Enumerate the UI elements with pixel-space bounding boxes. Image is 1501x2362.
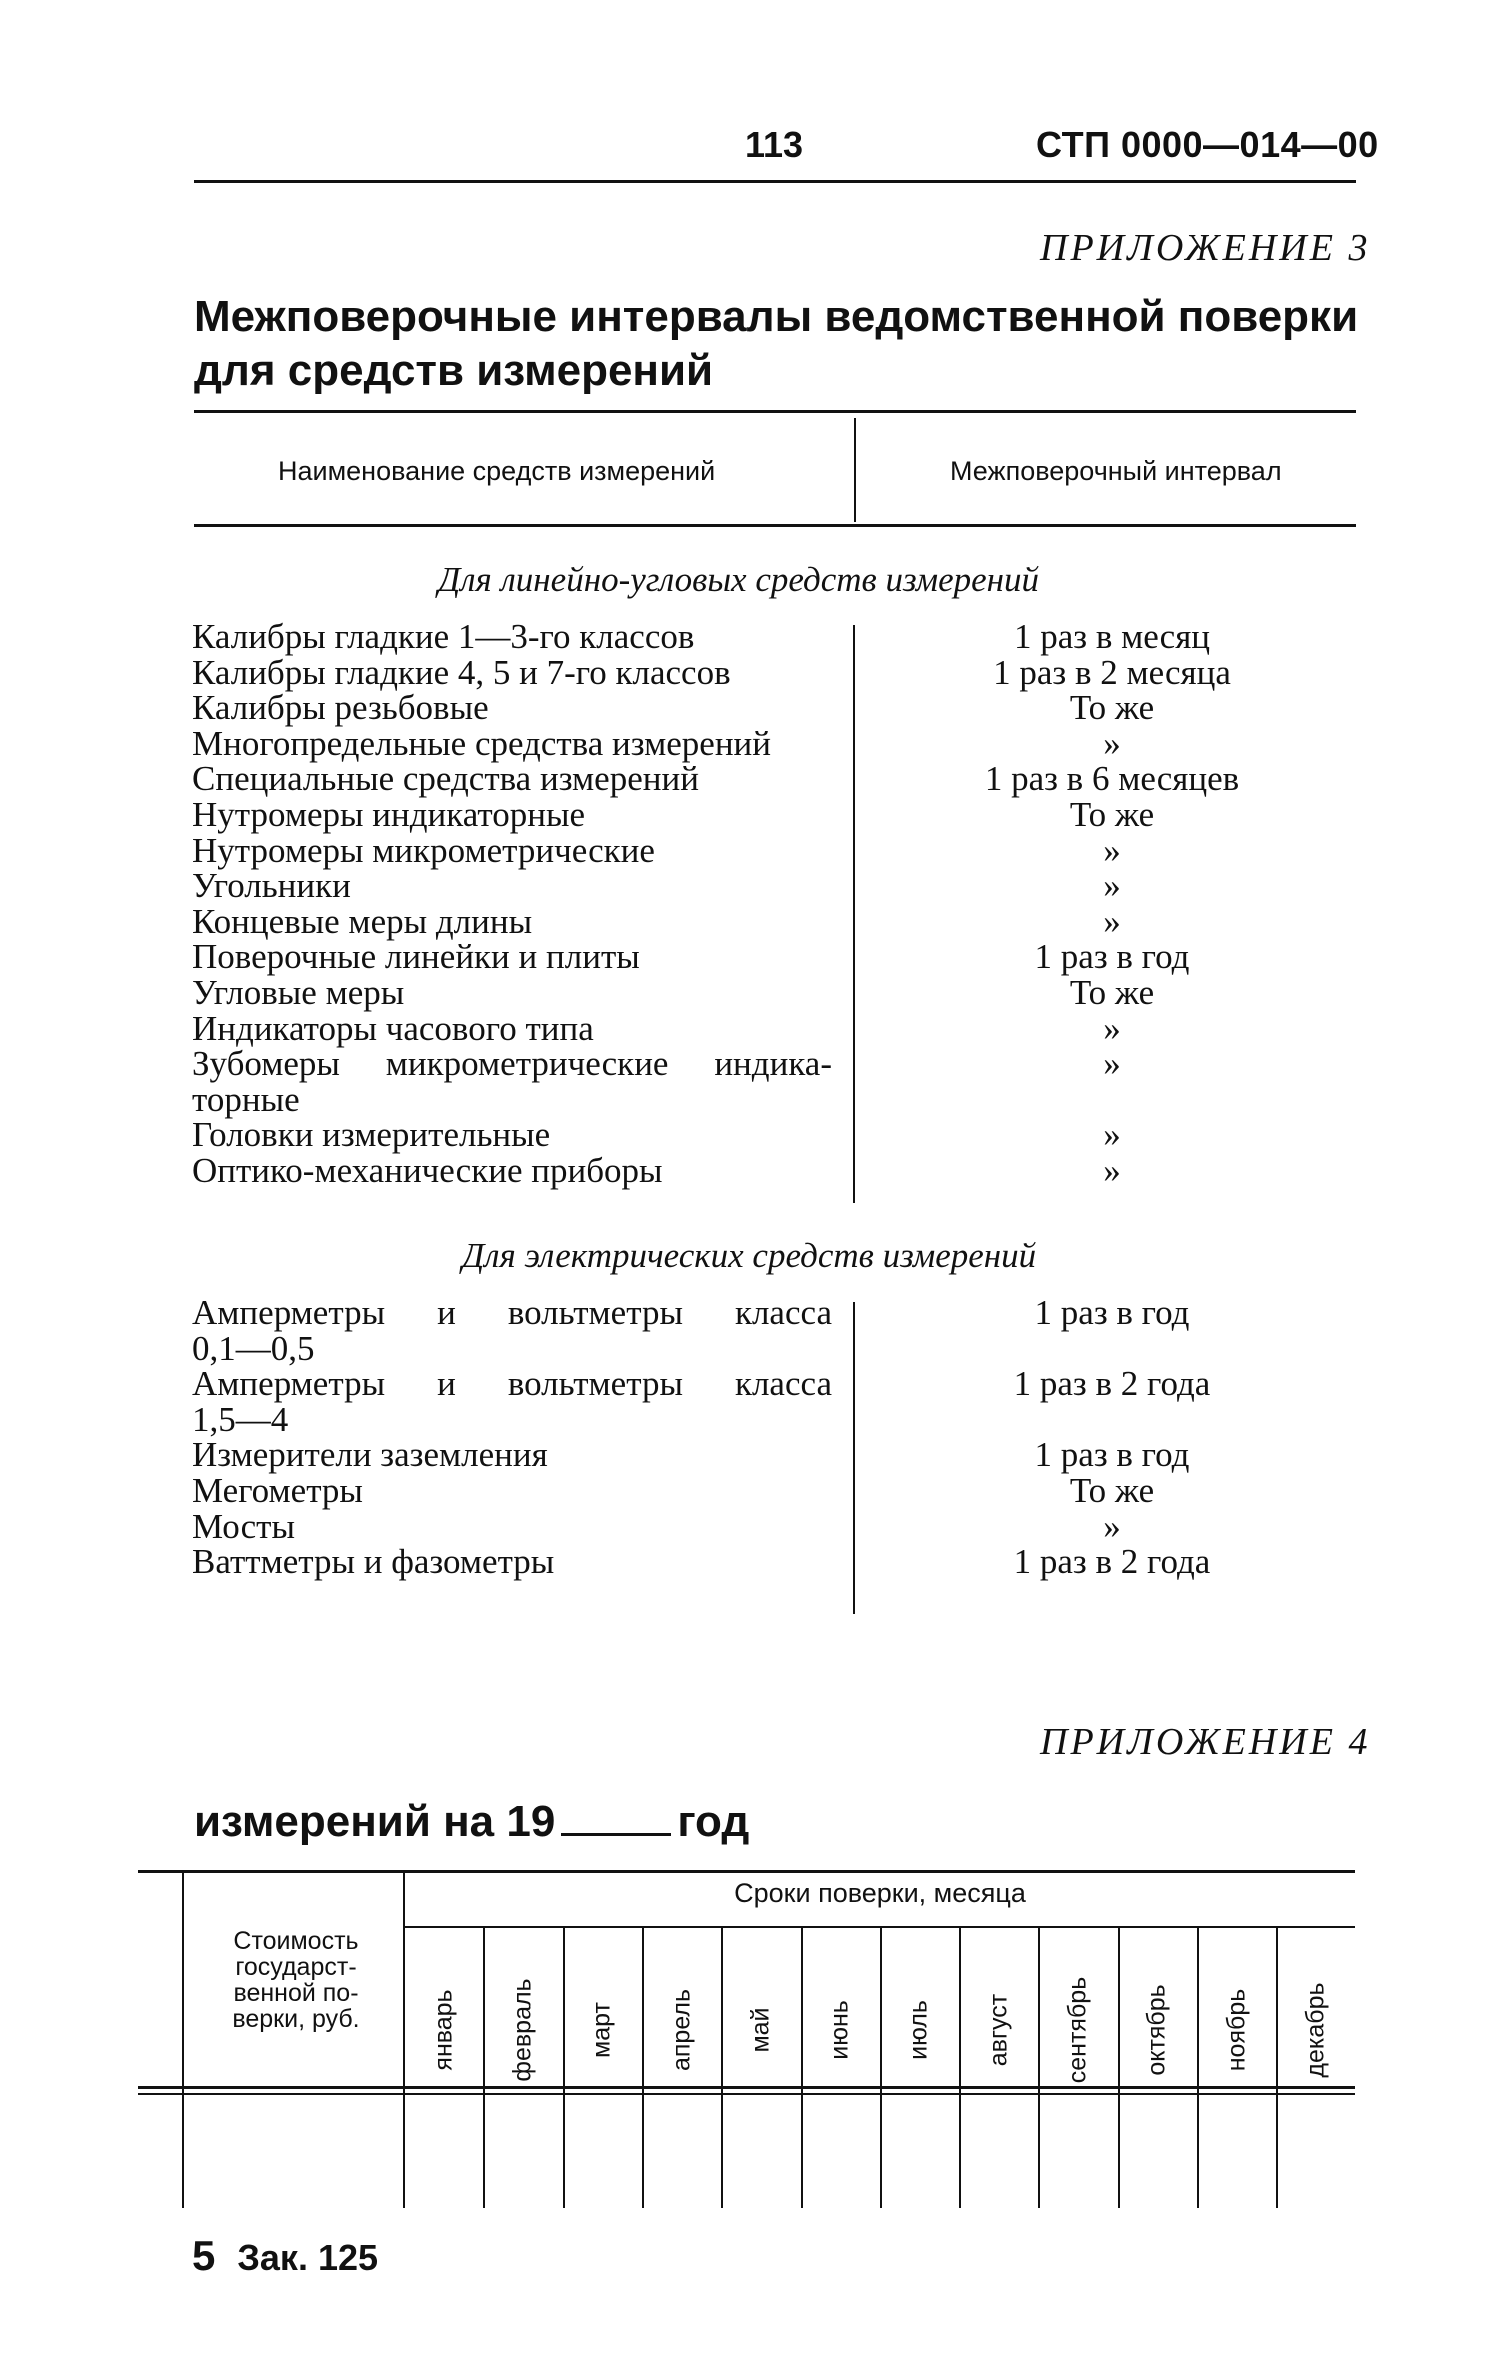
month-divider: [1038, 1928, 1040, 2208]
month-header: март: [587, 2002, 616, 2058]
instrument-name: Нутромеры микрометрические: [192, 830, 655, 870]
instrument-name: Многопредельные средства измерений: [192, 723, 772, 763]
instrument-name: Калибры резьбовые: [192, 688, 489, 728]
table-row: [192, 794, 1362, 834]
month-header: май: [746, 2007, 775, 2053]
table-head-rule: [194, 524, 1356, 527]
instrument-name: Специальные средства измерений: [192, 759, 699, 799]
schedule-header-bottom-rule: [138, 2086, 1355, 2089]
appendix-3-title: [194, 290, 1358, 398]
interval-value: То же: [1069, 972, 1155, 1012]
month-header: сентябрь: [1063, 1976, 1092, 2084]
instrument-name: Оптико-механические приборы: [192, 1150, 663, 1190]
footer: [192, 2232, 378, 2280]
year-blank-line: [561, 1799, 671, 1836]
interval-value: То же: [1069, 794, 1155, 834]
instrument-name: Измерители заземления: [192, 1435, 548, 1475]
interval-value: »: [1103, 1150, 1121, 1190]
month-header: декабрь: [1301, 1982, 1330, 2078]
instrument-name: Нутромеры индикаторные: [192, 794, 585, 834]
instrument-name: Ваттметры и фазометры: [192, 1542, 555, 1582]
month-divider: [642, 1928, 644, 2208]
interval-value: 1 раз в 2 года: [1013, 1542, 1211, 1582]
table-row: [192, 761, 1362, 797]
instrument-name: Калибры гладкие 4, 5 и 7-го классов: [192, 652, 731, 692]
instrument-name: Мегометры: [192, 1470, 363, 1510]
table-row: [192, 1506, 1362, 1546]
interval-value: »: [1103, 866, 1121, 906]
table-row: [192, 1544, 1362, 1580]
interval-value: 1 раз в 2 месяца: [993, 652, 1231, 692]
instrument-name-continuation: 1,5—4: [192, 1399, 289, 1439]
column-header-interval: Межповерочный интервал: [950, 456, 1282, 486]
table-row: [192, 939, 1362, 975]
appendix-4-title-prefix: измерений на 19: [194, 1797, 556, 1846]
instrument-name: Угольники: [192, 866, 351, 906]
month-divider: [483, 1928, 485, 2208]
schedule-top-rule: [138, 1870, 1355, 1873]
table-top-rule: [194, 410, 1356, 413]
section-electrical-heading: Для электрических средств измерений: [462, 1236, 1037, 1275]
instrument-name: Головки измерительные: [192, 1115, 551, 1155]
table-row: [192, 1150, 1362, 1190]
interval-value: 1 раз в 6 месяцев: [984, 759, 1240, 799]
table-row: [192, 1366, 1362, 1437]
table-row: [192, 1117, 1362, 1153]
interval-value: 1 раз в 2 года: [1013, 1364, 1211, 1404]
table-row: [192, 1295, 1362, 1366]
table-row: [192, 1437, 1362, 1473]
table-row: [192, 723, 1362, 763]
document-code: СТП 0000—014—00: [1036, 124, 1379, 165]
table-row: [192, 619, 1362, 655]
appendix-3-title-line2: для средств измерений: [194, 346, 714, 395]
month-header: октябрь: [1142, 1984, 1171, 2076]
table-row: [192, 830, 1362, 870]
schedule-left-edge: [182, 1872, 184, 2208]
appendix-4-title: [194, 1797, 749, 1847]
month-header: август: [984, 1993, 1013, 2067]
instrument-name: Индикаторы часового типа: [192, 1008, 594, 1048]
cost-header-line: государст-: [235, 1953, 357, 1981]
interval-value: »: [1103, 830, 1121, 870]
month-header: июнь: [825, 2000, 854, 2060]
month-header: январь: [429, 1989, 458, 2071]
appendix-3-label: ПРИЛОЖЕНИЕ 3: [1040, 227, 1371, 269]
column-header-name: Наименование средств измерений: [278, 456, 716, 486]
instrument-name: Зубомеры микрометрические индика-: [192, 1044, 832, 1084]
table-row: [192, 972, 1362, 1012]
appendix-4-label: ПРИЛОЖЕНИЕ 4: [1040, 1721, 1371, 1763]
schedule-cost-divider: [403, 1872, 405, 2208]
instrument-name: Поверочные линейки и плиты: [192, 937, 640, 977]
schedule-header: Сроки поверки, месяца: [734, 1878, 1026, 1908]
interval-value: »: [1103, 1008, 1121, 1048]
instrument-name: Амперметры и вольтметры класса: [192, 1364, 832, 1404]
month-header: июль: [904, 2000, 933, 2060]
table-row: [192, 652, 1362, 692]
month-header: апрель: [667, 1988, 696, 2072]
cost-header-line: Стоимость: [233, 1927, 359, 1955]
table-row: [192, 1470, 1362, 1510]
instrument-name: Мосты: [192, 1506, 295, 1546]
interval-value: То же: [1069, 1470, 1155, 1510]
interval-value: »: [1103, 1506, 1121, 1546]
interval-value: 1 раз в месяц: [1013, 617, 1211, 656]
month-divider: [880, 1928, 882, 2208]
appendix-3-title-line1: Межповерочные интервалы ведомственной поверки: [194, 292, 1359, 341]
section-linear-angular-heading: Для линейно-угловых средств измерений: [438, 560, 1040, 599]
appendix-4-title-suffix: год: [677, 1797, 750, 1846]
interval-value: 1 раз в год: [1034, 937, 1190, 977]
cost-column-header: [200, 1928, 392, 2032]
month-divider: [563, 1928, 565, 2208]
instrument-name: Амперметры и вольтметры класса: [192, 1293, 832, 1332]
table-row: [192, 1046, 1362, 1117]
interval-value: »: [1103, 723, 1121, 763]
instrument-name-continuation: торные: [192, 1079, 300, 1119]
month-header: ноябрь: [1222, 1988, 1251, 2072]
instrument-name: Угловые меры: [192, 972, 405, 1012]
instrument-name: Концевые меры длины: [192, 901, 533, 941]
month-divider: [1197, 1928, 1199, 2208]
interval-value: »: [1103, 901, 1121, 941]
month-header: февраль: [508, 1978, 537, 2082]
section2-rows: [192, 1295, 1362, 1580]
instrument-name-continuation: 0,1—0,5: [192, 1328, 315, 1368]
interval-value: »: [1103, 1115, 1121, 1155]
month-divider: [721, 1928, 723, 2208]
section1-rows: [192, 619, 1362, 1189]
table-row: [192, 690, 1362, 726]
interval-value: То же: [1069, 688, 1155, 728]
page-number: 113: [745, 124, 804, 165]
month-divider: [1118, 1928, 1120, 2208]
month-divider: [1276, 1928, 1278, 2208]
table-row: [192, 868, 1362, 904]
cost-header-line: венной по-: [233, 1979, 359, 2007]
month-divider: [801, 1928, 803, 2208]
sheet-number: 5: [192, 2232, 216, 2279]
schedule-header-bottom-rule-2: [138, 2093, 1355, 2095]
month-divider: [959, 1928, 961, 2208]
table-head-divider: [854, 418, 856, 522]
cost-header-line: верки, руб.: [232, 2005, 360, 2033]
table-row: [192, 1008, 1362, 1048]
interval-value: 1 раз в год: [1034, 1435, 1190, 1475]
order-number: Зак. 125: [237, 2237, 379, 2278]
instrument-name: Калибры гладкие 1—3-го классов: [192, 617, 695, 656]
header-rule: [194, 180, 1356, 183]
interval-value: »: [1103, 1044, 1121, 1084]
interval-value: 1 раз в год: [1034, 1293, 1190, 1332]
table-row: [192, 901, 1362, 941]
